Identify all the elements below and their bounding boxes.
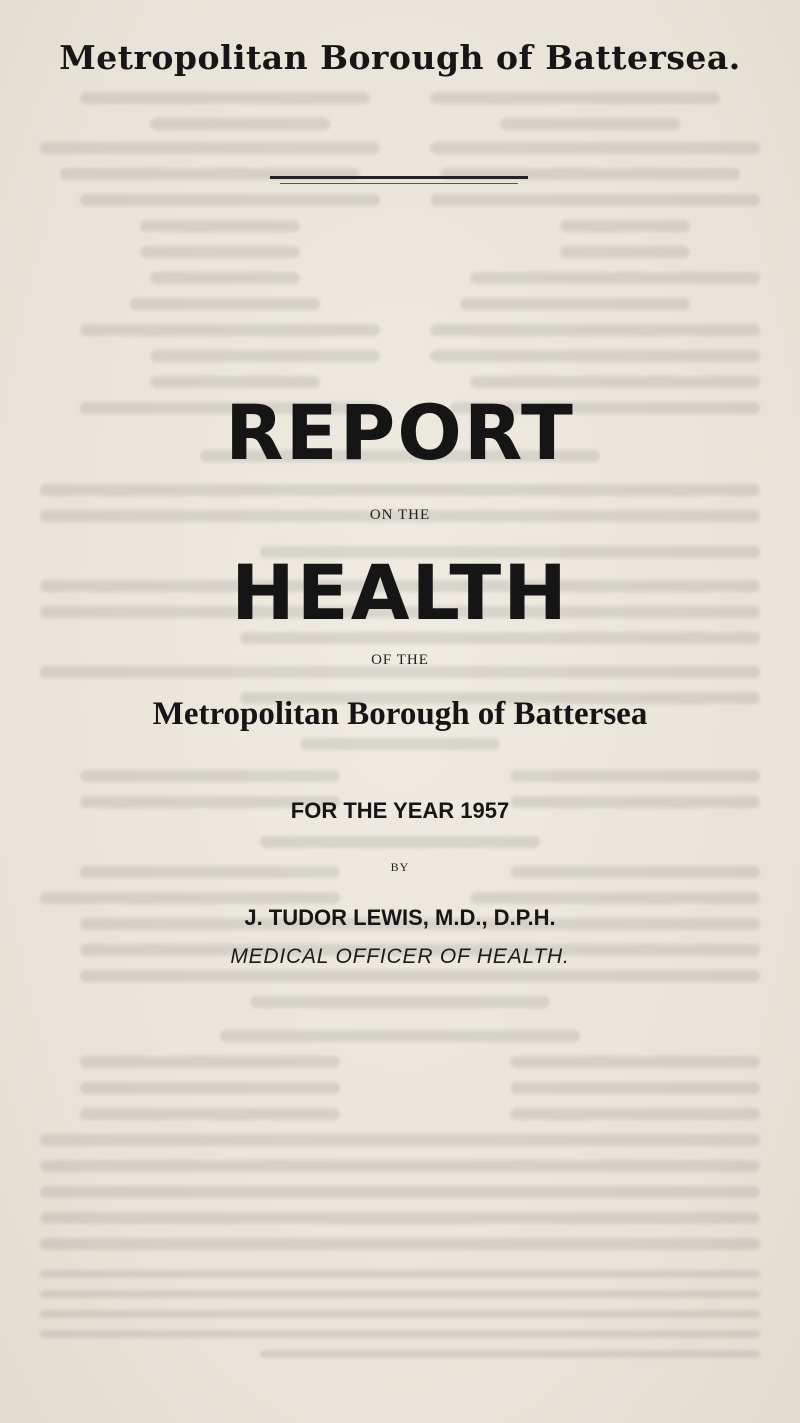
borough-name: Metropolitan Borough of Battersea — [152, 696, 648, 732]
report-year: FOR THE YEAR 1957 — [290, 798, 510, 823]
title-rule-thin — [280, 183, 518, 184]
report-heading: REPORT — [225, 388, 575, 477]
author-title: MEDICAL OFFICER OF HEALTH. — [230, 945, 570, 968]
masthead-borough-name: Metropolitan Borough of Battersea. — [59, 38, 741, 77]
title-rule — [270, 176, 528, 179]
on-the-label: ON THE — [369, 507, 431, 523]
by-label: BY — [390, 860, 410, 874]
of-the-label: OF THE — [371, 652, 429, 668]
author-name: J. TUDOR LEWIS, M.D., D.P.H. — [244, 905, 556, 930]
health-heading: HEALTH — [231, 548, 569, 637]
